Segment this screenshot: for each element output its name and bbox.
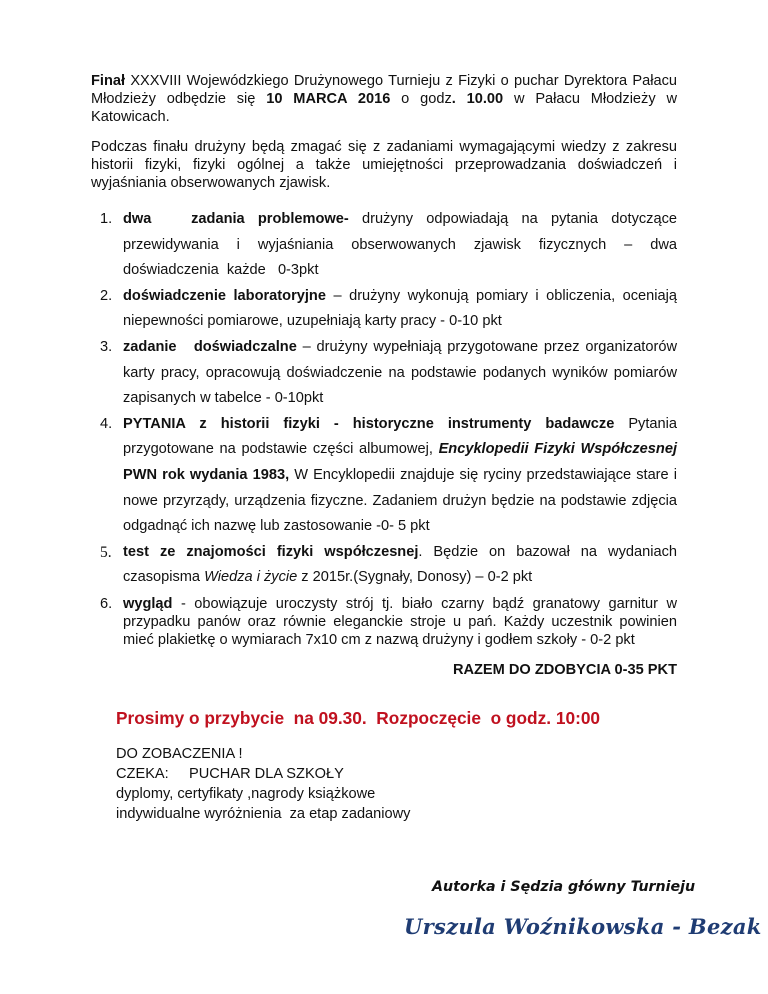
list-number: 1. xyxy=(100,211,113,227)
list-item xyxy=(91,207,682,284)
author-signature: Urszula Woźnikowska - Bezak xyxy=(404,914,762,939)
item-title: test ze znajomości fizyki współczesnej xyxy=(123,543,419,560)
list-item xyxy=(91,540,677,591)
intro-bold-final: Finał xyxy=(91,73,126,89)
event-date: 10 MARCA 2016 xyxy=(266,91,391,107)
item-text: - obowiązuje uroczysty strój tj. biało czarny bądź granatowy garnitur w przypadku panów oraz równie eleganckie stroje u pań. Każdy uczestnik powinien mieć plakietkę o wymiarach 7x10 cm z nazwą drużyny i godłem szkoły - 0-2 pkt xyxy=(123,595,677,648)
list-number: 4. xyxy=(100,415,113,432)
item-title: dwa zadania problemowe- xyxy=(123,211,349,227)
intro-paragraph xyxy=(91,72,677,126)
item-title: zadanie doświadczalne xyxy=(123,338,297,355)
publisher-info: PWN rok wydania 1983, xyxy=(123,466,290,483)
awards-line: dyplomy, certyfikaty ,nagrody książkowe xyxy=(116,786,376,802)
closing-line: DO ZOBACZENIA ! xyxy=(116,746,243,762)
arrival-announcement: Prosimy o przybycie na 09.30. Rozpoczęcie o godz. 10:00 xyxy=(116,708,601,728)
prize-line: CZEKA: PUCHAR DLA SZKOŁY xyxy=(116,766,344,782)
intro-dot: . xyxy=(451,91,456,107)
item-text: Pytania przygotowane na podstawie części albumowej, xyxy=(123,415,677,458)
item-title: doświadczenie laboratoryjne xyxy=(123,287,326,304)
total-points: RAZEM DO ZDOBYCIA 0-35 PKT xyxy=(452,661,677,678)
list-item xyxy=(91,335,677,412)
description-paragraph: Podczas finału drużyny będą zmagać się z zadaniami wymagającymi wiedzy z zakresu historii fizyki, fizyki ogólnej a także umiejętności przeprowadzania doświadczeń i wyjaśniania obserwowanych zjawisk. xyxy=(91,139,677,191)
intro-text: o godz xyxy=(390,91,452,107)
item-text: W Encyklopedii znajduje się ryciny przedstawiające stare i nowe przyrządy, urządzenia fizyczne. Zadaniem drużyn będzie na podstawie zdjęcia odgadnąć ich nazwę lub zastosowanie -0- 5 pkt xyxy=(123,466,677,535)
item-title: wygląd xyxy=(123,595,173,612)
list-number: 6. xyxy=(100,595,113,612)
author-title: Autorka i Sędzia główny Turnieju xyxy=(432,879,696,895)
list-item xyxy=(91,412,677,540)
distinctions-line: indywidualne wyróżnienia za etap zadaniowy xyxy=(116,806,411,822)
list-number: 3. xyxy=(100,338,113,355)
list-item xyxy=(91,284,677,335)
item-text: . Będzie on bazował na wydaniach czasopisma xyxy=(123,543,677,586)
encyclopedia-title: Encyklopedii Fizyki Współczesnej xyxy=(438,441,677,458)
task-list xyxy=(91,207,682,649)
list-item xyxy=(91,595,677,649)
magazine-title: Wiedza i życie xyxy=(204,569,298,586)
intro-text: XXXVIII Wojewódzkiego Drużynowego Turnieju z Fizyki o puchar Dyrektora Pałacu Młodzieży odbędzie się xyxy=(91,73,677,107)
list-number: 2. xyxy=(100,287,113,304)
item-title: PYTANIA z historii fizyki - historyczne instrumenty badawcze xyxy=(123,415,615,432)
intro-text: w Pałacu Młodzieży w Katowicach. xyxy=(91,91,678,125)
item-text: z 2015r.(Sygnały, Donosy) – 0-2 pkt xyxy=(297,569,533,586)
document-body xyxy=(91,72,682,679)
event-time: 10.00 xyxy=(455,91,504,107)
item-text: – drużyny wypełniają przygotowane przez organizatorów karty pracy, opracowują doświadczenie na podstawie podanych wyników pomiarów zapisanych w tabelce - 0-10pkt xyxy=(123,338,677,407)
closing-block xyxy=(116,744,410,824)
item-text: – drużyny wykonują pomiary i obliczenia, oceniają niepewności pomiarowe, uzupełniają karty pracy - 0-10 pkt xyxy=(123,287,677,330)
list-number: 5. xyxy=(100,543,112,561)
item-text: drużyny odpowiadają na pytania dotyczące przewidywania i wyjaśniania obserwowanych zjawisk fizycznych – dwa doświadczenia każde 0-3pkt xyxy=(123,211,682,279)
